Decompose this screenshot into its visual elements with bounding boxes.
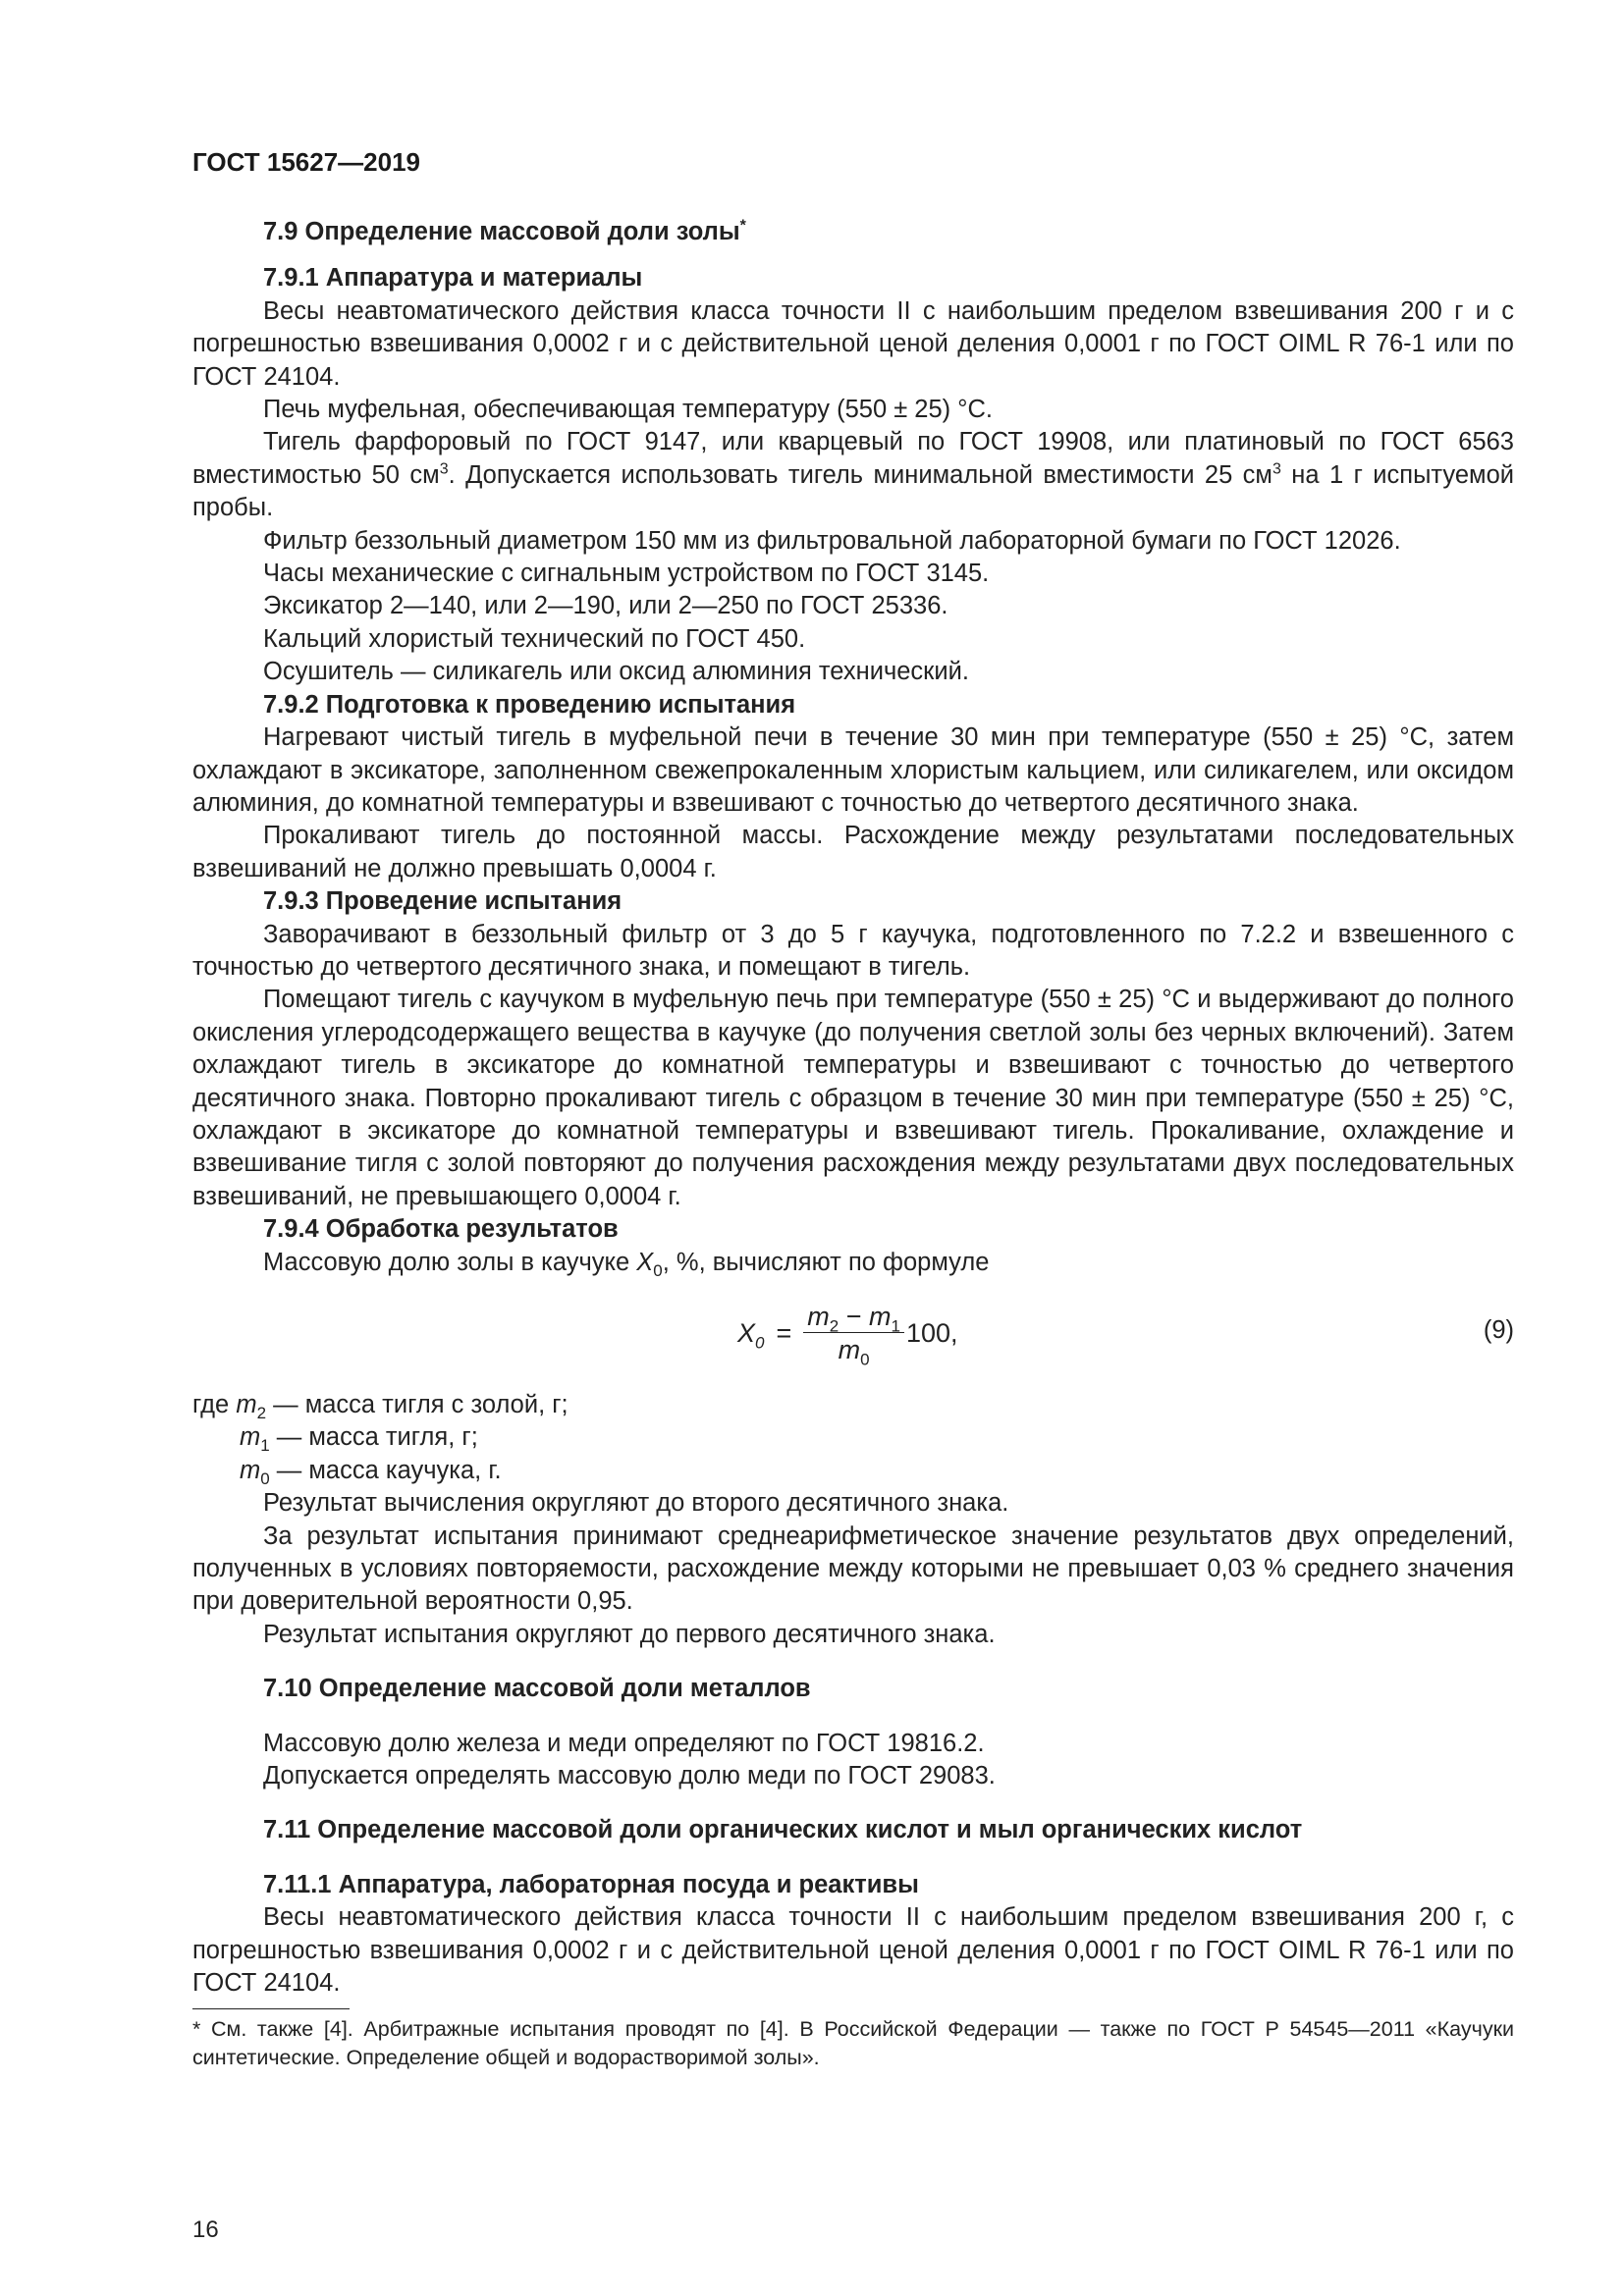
footnote-marker: * — [739, 217, 746, 235]
paragraph: Часы механические с сигнальным устройством по ГОСТ 3145. — [263, 560, 990, 588]
section-7-10-title: 7.10 Определение массовой доли металлов — [263, 1675, 811, 1703]
formula-number: (9) — [1483, 1316, 1514, 1344]
formula-denominator: $m_0$ — [838, 1335, 870, 1369]
paragraph: Весы неавтоматического действия класса точности II с наибольшим пределом взвешивания 200 г, с погрешностью взвешивания 0,0002 г и с действительной ценой деления 0,0001 г по ГОСТ OIML R 76-1 или по ГОСТ 24104. — [192, 1903, 1514, 1998]
page-body — [192, 216, 1514, 2072]
variable-definition: где $m_2$ — масса тигля с золой, г; — [192, 1391, 568, 1423]
paragraph: Прокаливают тигель до постоянной массы. Расхождение между результатами последовательных взвешиваний не должно превышать 0,0004 г. — [192, 822, 1514, 882]
paragraph: Осушитель — силикагель или оксид алюминия технический. — [263, 658, 969, 686]
paragraph: Тигель фарфоровый по ГОСТ 9147, или кварцевый по ГОСТ 19908, или платиновый по ГОСТ 6563 вместимостью 50 $см^3$. Допускается использовать тигель минимальной вместимости 25 $см^3$ на 1 г испытуемой пробы. — [192, 428, 1514, 522]
paragraph: Весы неавтоматического действия класса точности II с наибольшим пределом взвешивания 200 г и с погрешностью взвешивания 0,0002 г и с действительной ценой деления 0,0001 г по ГОСТ OIML R 76-1 или по ГОСТ 24104. — [192, 296, 1514, 391]
subsection-7-11-1-title: 7.11.1 Аппаратура, лабораторная посуда и реактивы — [263, 1870, 919, 1898]
section-7-9-title: 7.9 Определение массовой доли золы* — [263, 217, 746, 245]
paragraph: Помещают тигель с каучуком в муфельную печь при температуре (550 ± 25) °С и выдерживают до полного окисления углеродсодержащего вещества в каучуке (до получения светлой золы без черных включений). Затем охлаждают тигель в эксикаторе до комнатной температуры и взвешивают с точностью до четвертого десятичного знака. Повторно прокаливают тигель с образцом в течение 30 мин при температуре (550 ± 25) °С, охлаждают в эксикаторе до комнатной температуры и взвешивают тигель. Прокаливание, охлаждение и взвешивание тигля с золой повторяют до получения расхождения между результатами двух последовательных взвешиваний, не превышающего 0,0004 г. — [192, 986, 1514, 1210]
paragraph: Массовую долю золы в каучуке $X_0$, %, вычисляют по формуле — [263, 1248, 990, 1280]
paragraph: Результат вычисления округляют до второго десятичного знака. — [263, 1489, 1009, 1518]
formula-9 — [192, 1293, 1514, 1387]
formula-expression: $X_0$ = $\frac{m_2 - m_1}{m_0}$ 100 , — [737, 1302, 958, 1369]
paragraph: Допускается определять массовую долю меди по ГОСТ 29083. — [263, 1762, 996, 1790]
paragraph: Кальций хлористый технический по ГОСТ 450. — [263, 624, 806, 653]
subsection-7-9-3-title: 7.9.3 Проведение испытания — [263, 887, 623, 916]
paragraph: Заворачивают в беззольный фильтр от 3 до 5 г каучука, подготовленного по 7.2.2 и взвешенного с точностью до четвертого десятичного знака, и помещают в тигель. — [192, 920, 1514, 981]
standard-header: ГОСТ 15627—2019 — [192, 147, 420, 177]
subsection-7-9-2-title: 7.9.2 Подготовка к проведению испытания — [263, 690, 796, 719]
subsection-7-9-1-title: 7.9.1 Аппаратура и материалы — [263, 264, 643, 293]
variable-definition: $m_0$ — масса каучука, г. — [240, 1456, 502, 1488]
paragraph: Эксикатор 2—140, или 2—190, или 2—250 по ГОСТ 25336. — [263, 592, 948, 620]
paragraph: Печь муфельная, обеспечивающая температуру (550 ± 25) °С. — [263, 396, 993, 424]
paragraph: Массовую долю железа и меди определяют по ГОСТ 19816.2. — [263, 1729, 985, 1757]
formula-numerator: $m_2 - m_1$ — [803, 1301, 904, 1333]
paragraph: Нагревают чистый тигель в муфельной печи в течение 30 мин при температуре (550 ± 25) °С, затем охлаждают в эксикаторе, заполненном свежепрокаленным хлористым кальцием, или силикагелем, или оксидом алюминия, до комнатной температуры и взвешивают с точностью до четвертого десятичного знака. — [192, 723, 1514, 817]
paragraph: Результат испытания округляют до первого десятичного знака. — [263, 1620, 996, 1648]
footnote: * См. также [4]. Арбитражные испытания проводят по [4]. В Российской Федерации — также по ГОСТ Р 54545—2011 «Каучуки синтетические. Определение общей и водорастворимой золы». — [192, 2016, 1514, 2069]
paragraph: Фильтр беззольный диаметром 150 мм из фильтровальной лабораторной бумаги по ГОСТ 12026. — [263, 526, 1401, 555]
page-number: 16 — [192, 2216, 219, 2243]
subsection-7-9-4-title: 7.9.4 Обработка результатов — [263, 1215, 619, 1244]
variable-definition: $m_1$ — масса тигля, г; — [240, 1423, 478, 1456]
footnote-separator — [192, 2008, 350, 2009]
section-7-11-title: 7.11 Определение массовой доли органических кислот и мыл органических кислот — [263, 1816, 1303, 1844]
paragraph: За результат испытания принимают среднеарифметическое значение результатов двух определений, полученных в условиях повторяемости, расхождение между которыми не превышает 0,03 % среднего значения при доверительной вероятности 0,95. — [192, 1522, 1514, 1616]
